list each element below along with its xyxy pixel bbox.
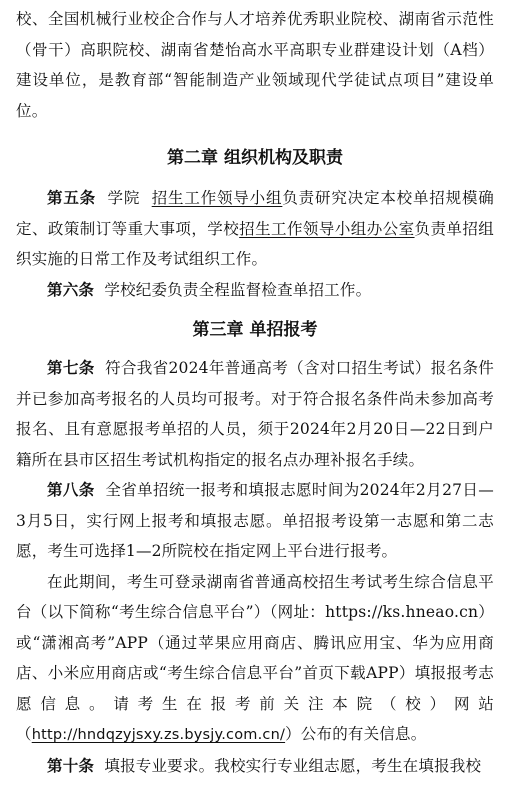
article-7-label: 第七条 xyxy=(47,359,95,377)
article-7 xyxy=(16,353,494,475)
article-8 xyxy=(16,475,494,567)
article-5-underline-2: 招生工作领导小组办公室 xyxy=(239,219,415,238)
article-5-underline-1: 招生工作领导小组 xyxy=(151,189,283,207)
intro-paragraph: 校、全国机械行业校企合作与人才培养优秀职业院校、湖南省示范性（骨干）高职院校、湖南省楚怡高水平高职专业群建设计划（A档）建设单位，是教育部“智能制造产业领域现代学徒试点项目”建设单位。 xyxy=(16,10,494,120)
chapter-2-title: 第二章 组织机构及职责 xyxy=(167,148,343,168)
article-6-label: 第六条 xyxy=(47,280,95,299)
article-6-text: 学校纪委负责全程监督检查单招工作。 xyxy=(104,280,372,299)
article-6 xyxy=(16,275,494,306)
article-5-text-3: 负责单招组织实施的日常工作及考试组织工作。 xyxy=(16,219,494,268)
registration-info-text-1: 在此期间，考生可登录湖南省普通高校招生考试考生综合信息平台（以下简称“考生综合信息平台”）（网址：https://ks.hneao.cn）或“潇湘高考”APP（通过苹果应用商店、腾讯应用宝、华为应用商店、小米应用商店或“考生综合信息平台”首页下载APP）填报报考志愿信息。请考生在报考前关注本院（校）网站（ xyxy=(16,572,494,743)
article-5-label: 第五条 xyxy=(47,189,96,207)
article-5-text-1: 学院 xyxy=(107,189,141,207)
article-5-text-2: 负责研究决定本校单招规模确定、政策制订等重大事项，学校 xyxy=(16,189,494,238)
registration-info-text-2: ）公布的有关信息。 xyxy=(285,725,427,743)
chapter-3-title: 第三章 单招报考 xyxy=(192,320,318,340)
article-10-text: 填报专业要求。我校实行专业组志愿，考生在填报我校 xyxy=(104,756,482,775)
article-10-label: 第十条 xyxy=(47,756,95,775)
article-7-text: 符合我省2024年普通高考（含对口招生考试）报名条件并已参加高考报名的人员均可报考。对于符合报名条件尚未参加高考报名、且有意愿报考单招的人员，须于2024年2月20日—22日到户籍所在县市区招生考试机构指定的报名点办理补报名手续。 xyxy=(16,359,494,469)
article-8-label: 第八条 xyxy=(47,481,95,499)
registration-info-paragraph xyxy=(16,567,494,751)
article-8-text: 全省单招统一报考和填报志愿时间为2024年2月27日—3月5日，实行网上报考和填报志愿。单招报考设第一志愿和第二志愿，考生可选择1—2所院校在指定网上平台进行报考。 xyxy=(16,481,494,560)
article-5 xyxy=(16,183,494,275)
article-10 xyxy=(16,751,494,782)
school-website-link[interactable]: http://hndqzyjsxy.zs.bysjy.com.cn/ xyxy=(31,727,286,743)
